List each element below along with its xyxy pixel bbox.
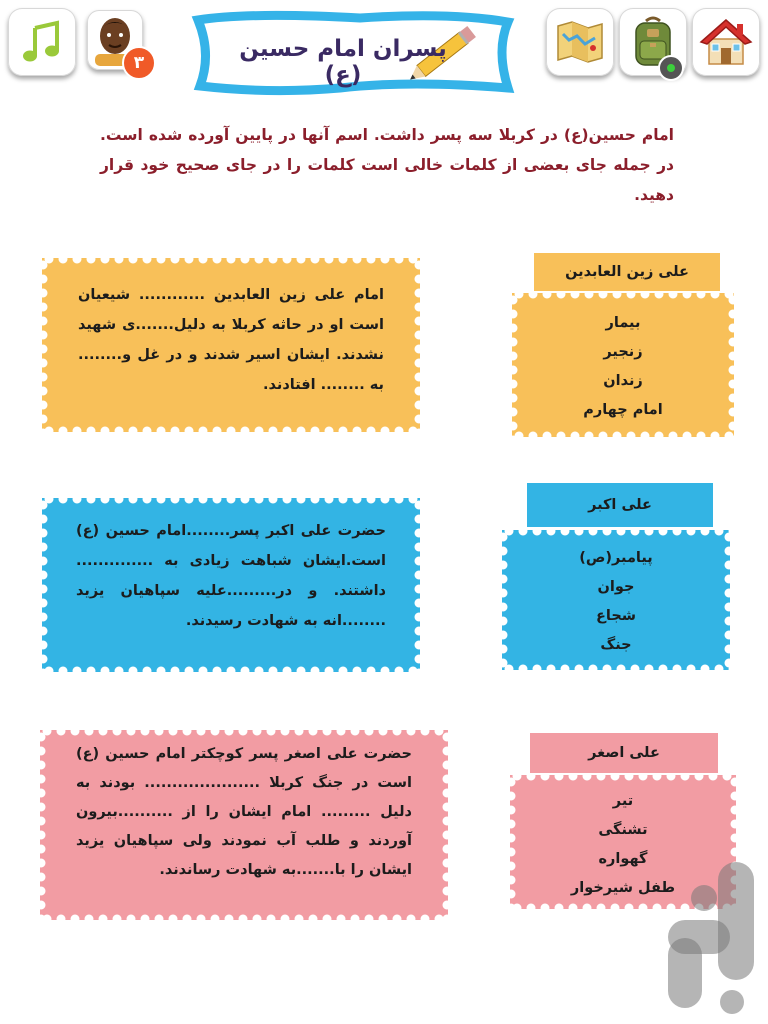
paragraph-card-1 [42,258,420,432]
word-bank-title-1: علی زین العابدین [534,253,720,291]
fill-blank-paragraph-3: حضرت علی اصغر پسر کوچکتر امام حسین (ع) است در جنگ کربلا ..................... بودند به دلیل ......... امام ایشان را از ..........بیرون آوردند و طلب آب نمودند ولی سپاهیان یزید ایشان را با.......به شهادت رساندند. [76,746,412,878]
word-bank-item[interactable]: بیمار [605,315,641,331]
word-bank-item[interactable]: جنگ [600,637,632,653]
music-button[interactable] [8,8,76,76]
fill-blank-paragraph-2: حضرت علی اکبر پسر........امام حسین (ع) است.ایشان شباهت زیادی به .............. داشتند. و در.........علیه سپاهیان یزید ........انه به شهادت رسیدند. [76,523,386,629]
map-icon [555,20,605,64]
word-bank-item[interactable]: امام چهارم [583,402,663,418]
score-badge: ۳ [122,46,156,80]
home-icon [699,17,753,67]
word-bank-card-1 [512,293,734,437]
map-button[interactable] [546,8,614,76]
word-bank-item[interactable]: طفل شیرخوار [570,880,676,896]
word-bank-item[interactable]: جوان [597,579,635,595]
music-note-icon [22,20,62,64]
cafebazaar-logo-icon [660,858,768,1024]
word-bank-item[interactable]: پیامبر(ص) [579,550,653,566]
word-bank-item[interactable]: تشنگی [598,822,648,838]
status-indicator [658,55,684,81]
word-bank-title-3: علی اصغر [530,733,718,773]
word-bank-item[interactable]: تیر [612,793,634,809]
word-bank-item[interactable]: شجاع [595,608,637,624]
word-bank-item[interactable]: گهواره [598,851,648,867]
word-bank-title-2: علی اکبر [527,483,713,527]
paragraph-card-3 [40,730,448,920]
paragraph-card-2 [42,498,420,672]
word-bank-item[interactable]: زندان [603,373,643,389]
instructions-text: امام حسین(ع) در کربلا سه پسر داشت. اسم آنها در پایین آورده شده است. در جمله جای بعضی از کلمات خالی است کلمات را در جای صحیح خود قرار دهید. [100,126,674,204]
fill-blank-paragraph-1: امام علی زین العابدین ............ شیعیان است او در حاثه کربلا به دلیل.......ی شهید نشدند. ایشان اسیر شدند و در غل و........ به ........ افتادند. [78,287,384,393]
word-bank-card-2 [502,530,730,670]
home-button[interactable] [692,8,760,76]
word-bank-item[interactable]: زنجیر [603,344,643,360]
page-title: پسران امام حسین (ع) [239,36,447,88]
